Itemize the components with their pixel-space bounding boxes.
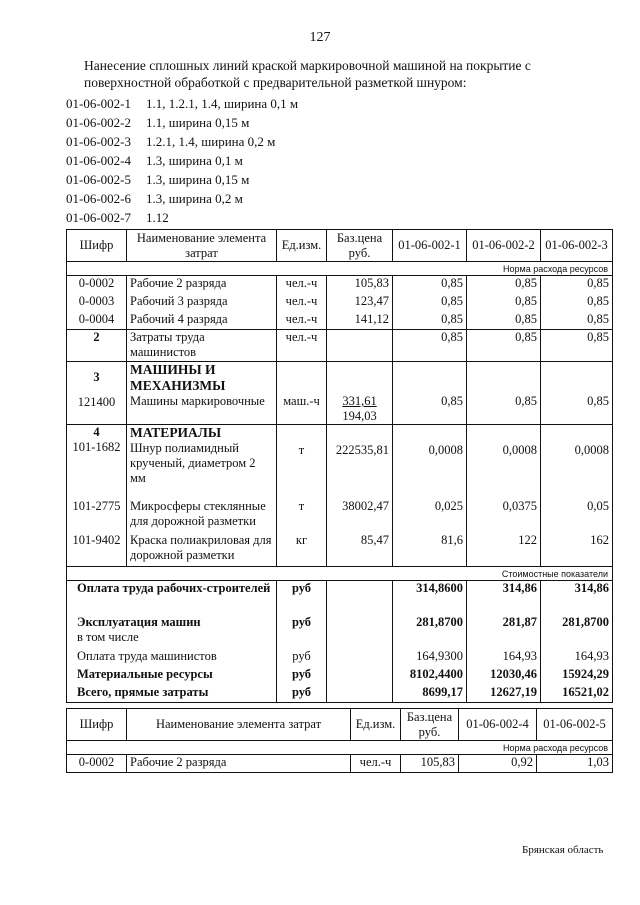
row-value-2: 0,85 [467, 294, 541, 312]
cost-value-2: 12030,46 [467, 667, 541, 685]
row-code: 0-0004 [67, 312, 127, 330]
row-code: 101-2775 [67, 499, 127, 533]
cost-unit: руб [277, 685, 327, 703]
norm-label-row [67, 741, 613, 755]
cost-label-row [67, 567, 613, 581]
row-code: 0-0002 [67, 276, 127, 294]
row-price [327, 362, 393, 425]
resource-table-1 [66, 229, 613, 703]
section-number: 4 [93, 425, 100, 439]
row-value-2: 0,0375 [467, 499, 541, 533]
price-primary: 331,61 [342, 394, 377, 408]
row-unit: кг [277, 533, 327, 567]
item-code: 121400 [77, 395, 116, 409]
row-value-3: 0,05 [541, 499, 613, 533]
row-price: 105,83 [327, 276, 393, 294]
row-unit: чел.-ч [277, 294, 327, 312]
row-value-2: 0,85 [467, 330, 541, 362]
item-name: Шнур полиамидный крученый, диаметром 2 мм [130, 441, 256, 485]
machines-row [67, 362, 613, 425]
table-row [67, 499, 613, 533]
cost-price [327, 667, 393, 685]
price-secondary: 194,03 [342, 409, 377, 423]
row-price: 141,12 [327, 312, 393, 330]
cost-price [327, 615, 393, 649]
row-code: 0-0003 [67, 294, 127, 312]
cost-row [67, 649, 613, 667]
row-value-1: 0,92 [459, 755, 537, 773]
row-price: 105,83 [401, 755, 459, 773]
table-row [67, 276, 613, 294]
cost-row [67, 615, 613, 649]
row-value-2: 0,85 [467, 362, 541, 425]
cost-name: Материальные ресурсы [67, 667, 277, 685]
row-name: Микросферы стеклянные для дорожной разметки [127, 499, 277, 533]
code-list-item [66, 189, 298, 208]
resource-table-2 [66, 708, 613, 773]
cost-value-2: 12627,19 [467, 685, 541, 703]
header-col-5: 01-06-002-5 [537, 709, 613, 741]
cost-name: Оплата труда машинистов [67, 649, 277, 667]
table-row [67, 294, 613, 312]
row-value-2: 0,0008 [467, 425, 541, 499]
row-code [67, 425, 127, 499]
row-name [127, 425, 277, 499]
row-value-2: 0,85 [467, 276, 541, 294]
table-row [67, 312, 613, 330]
header-code: Шифр [67, 709, 127, 741]
cost-row [67, 685, 613, 703]
row-unit: маш.-ч [277, 362, 327, 425]
code-list-item [66, 132, 298, 151]
cost-price [327, 685, 393, 703]
code-list-item [66, 151, 298, 170]
row-value-1: 0,85 [393, 312, 467, 330]
section-number: 3 [93, 370, 100, 384]
header-name: Наименование элемента затрат [127, 230, 277, 262]
cost-value-2: 314,86 [467, 581, 541, 615]
cost-row [67, 581, 613, 615]
row-code: 2 [67, 330, 127, 362]
row-price: 38002,47 [327, 499, 393, 533]
intro-text: Нанесение сплошных линий краской маркировочной машиной на покрытие с поверхностной обработкой с предварительной разметкой шнуром: [84, 58, 531, 90]
code: 01-06-002-7 [66, 210, 131, 225]
header-col-4: 01-06-002-4 [459, 709, 537, 741]
cost-value-1: 8102,4400 [393, 667, 467, 685]
code-desc: 1.12 [146, 210, 169, 225]
row-name: Затраты труда машинистов [127, 330, 277, 362]
cost-unit: руб [277, 649, 327, 667]
row-value-3: 0,85 [541, 312, 613, 330]
code-desc: 1.3, ширина 0,1 м [146, 153, 243, 168]
cost-value-3: 164,93 [541, 649, 613, 667]
row-value-3: 0,85 [541, 276, 613, 294]
row-value-1: 0,85 [393, 276, 467, 294]
cost-row [67, 667, 613, 685]
cost-price [327, 649, 393, 667]
materials-row [67, 425, 613, 499]
code-list-item [66, 113, 298, 132]
row-name: Рабочие 2 разряда [127, 276, 277, 294]
code: 01-06-002-6 [66, 191, 131, 206]
row-value-3: 0,85 [541, 362, 613, 425]
machinists-row [67, 330, 613, 362]
cost-price [327, 581, 393, 615]
row-value-2: 1,03 [537, 755, 613, 773]
code: 01-06-002-4 [66, 153, 131, 168]
header-name: Наименование элемента затрат [127, 709, 351, 741]
section-title: МАТЕРИАЛЫ [130, 425, 222, 440]
cost-unit: руб [277, 667, 327, 685]
row-unit: чел.-ч [351, 755, 401, 773]
section-title: МАШИНЫ И МЕХАНИЗМЫ [130, 362, 226, 393]
cost-label: Стоимостные показатели [67, 567, 613, 581]
row-code: 0-0002 [67, 755, 127, 773]
row-code [67, 362, 127, 425]
row-value-2: 0,85 [467, 312, 541, 330]
cost-value-1: 164,9300 [393, 649, 467, 667]
cost-value-2: 281,87 [467, 615, 541, 649]
row-price: 123,47 [327, 294, 393, 312]
code-desc: 1.3, ширина 0,2 м [146, 191, 243, 206]
cost-value-2: 164,93 [467, 649, 541, 667]
table-header-row [67, 230, 613, 262]
code-list-item [66, 94, 298, 113]
row-value-3: 0,85 [541, 294, 613, 312]
code-desc: 1.3, ширина 0,15 м [146, 172, 250, 187]
row-unit: чел.-ч [277, 312, 327, 330]
header-unit: Ед.изм. [351, 709, 401, 741]
norm-label: Норма расхода ресурсов [67, 741, 613, 755]
row-value-1: 0,0008 [393, 425, 467, 499]
cost-unit: руб [277, 615, 327, 649]
cost-value-3: 15924,29 [541, 667, 613, 685]
footer-region: Брянская область [522, 844, 604, 856]
row-unit: т [277, 425, 327, 499]
header-col-3: 01-06-002-3 [541, 230, 613, 262]
row-name: Рабочий 4 разряда [127, 312, 277, 330]
row-price: 85,47 [327, 533, 393, 567]
code: 01-06-002-2 [66, 115, 131, 130]
code-desc: 1.1, ширина 0,15 м [146, 115, 250, 130]
page-number: 127 [309, 30, 331, 45]
row-value-3: 0,85 [541, 330, 613, 362]
cost-unit: руб [277, 581, 327, 615]
cost-name [67, 615, 277, 649]
row-code: 101-9402 [67, 533, 127, 567]
table-row [67, 755, 613, 773]
norm-label-row [67, 262, 613, 276]
header-code: Шифр [67, 230, 127, 262]
row-value-1: 81,6 [393, 533, 467, 567]
row-value-1: 0,85 [393, 330, 467, 362]
header-unit: Ед.изм. [277, 230, 327, 262]
header-price: Баз.цена руб. [401, 709, 459, 741]
item-code: 101-1682 [72, 440, 121, 454]
cost-name-main: Эксплуатация машин [77, 614, 201, 629]
code: 01-06-002-3 [66, 134, 131, 149]
cost-value-3: 16521,02 [541, 685, 613, 703]
row-price [327, 330, 393, 362]
cost-value-1: 8699,17 [393, 685, 467, 703]
header-col-1: 01-06-002-1 [393, 230, 467, 262]
row-value-3: 0,0008 [541, 425, 613, 499]
header-col-2: 01-06-002-2 [467, 230, 541, 262]
row-unit: чел.-ч [277, 330, 327, 362]
code: 01-06-002-5 [66, 172, 131, 187]
row-name: Краска полиакриловая для дорожной разметки [127, 533, 277, 567]
table-row [67, 533, 613, 567]
row-value-3: 162 [541, 533, 613, 567]
cost-name: Всего, прямые затраты [67, 685, 277, 703]
table-header-row [67, 709, 613, 741]
header-price: Баз.цена руб. [327, 230, 393, 262]
code-desc: 1.1, 1.2.1, 1.4, ширина 0,1 м [146, 96, 299, 111]
row-value-1: 0,85 [393, 294, 467, 312]
row-value-2: 122 [467, 533, 541, 567]
row-value-1: 0,025 [393, 499, 467, 533]
item-name: Машины маркировочные [130, 394, 265, 408]
row-name: Рабочий 3 разряда [127, 294, 277, 312]
row-name [127, 362, 277, 425]
code-list [66, 94, 298, 227]
cost-value-1: 281,8700 [393, 615, 467, 649]
norm-label: Норма расхода ресурсов [67, 262, 613, 276]
row-price: 222535,81 [327, 425, 393, 499]
row-value-1: 0,85 [393, 362, 467, 425]
row-name: Рабочие 2 разряда [127, 755, 351, 773]
cost-value-3: 281,8700 [541, 615, 613, 649]
code: 01-06-002-1 [66, 96, 131, 111]
cost-name-sub: в том числе [77, 629, 139, 644]
cost-name: Оплата труда рабочих-строителей [67, 581, 277, 615]
code-desc: 1.2.1, 1.4, ширина 0,2 м [146, 134, 276, 149]
code-list-item [66, 208, 298, 227]
row-unit: т [277, 499, 327, 533]
row-unit: чел.-ч [277, 276, 327, 294]
cost-value-3: 314,86 [541, 581, 613, 615]
cost-value-1: 314,8600 [393, 581, 467, 615]
code-list-item [66, 170, 298, 189]
